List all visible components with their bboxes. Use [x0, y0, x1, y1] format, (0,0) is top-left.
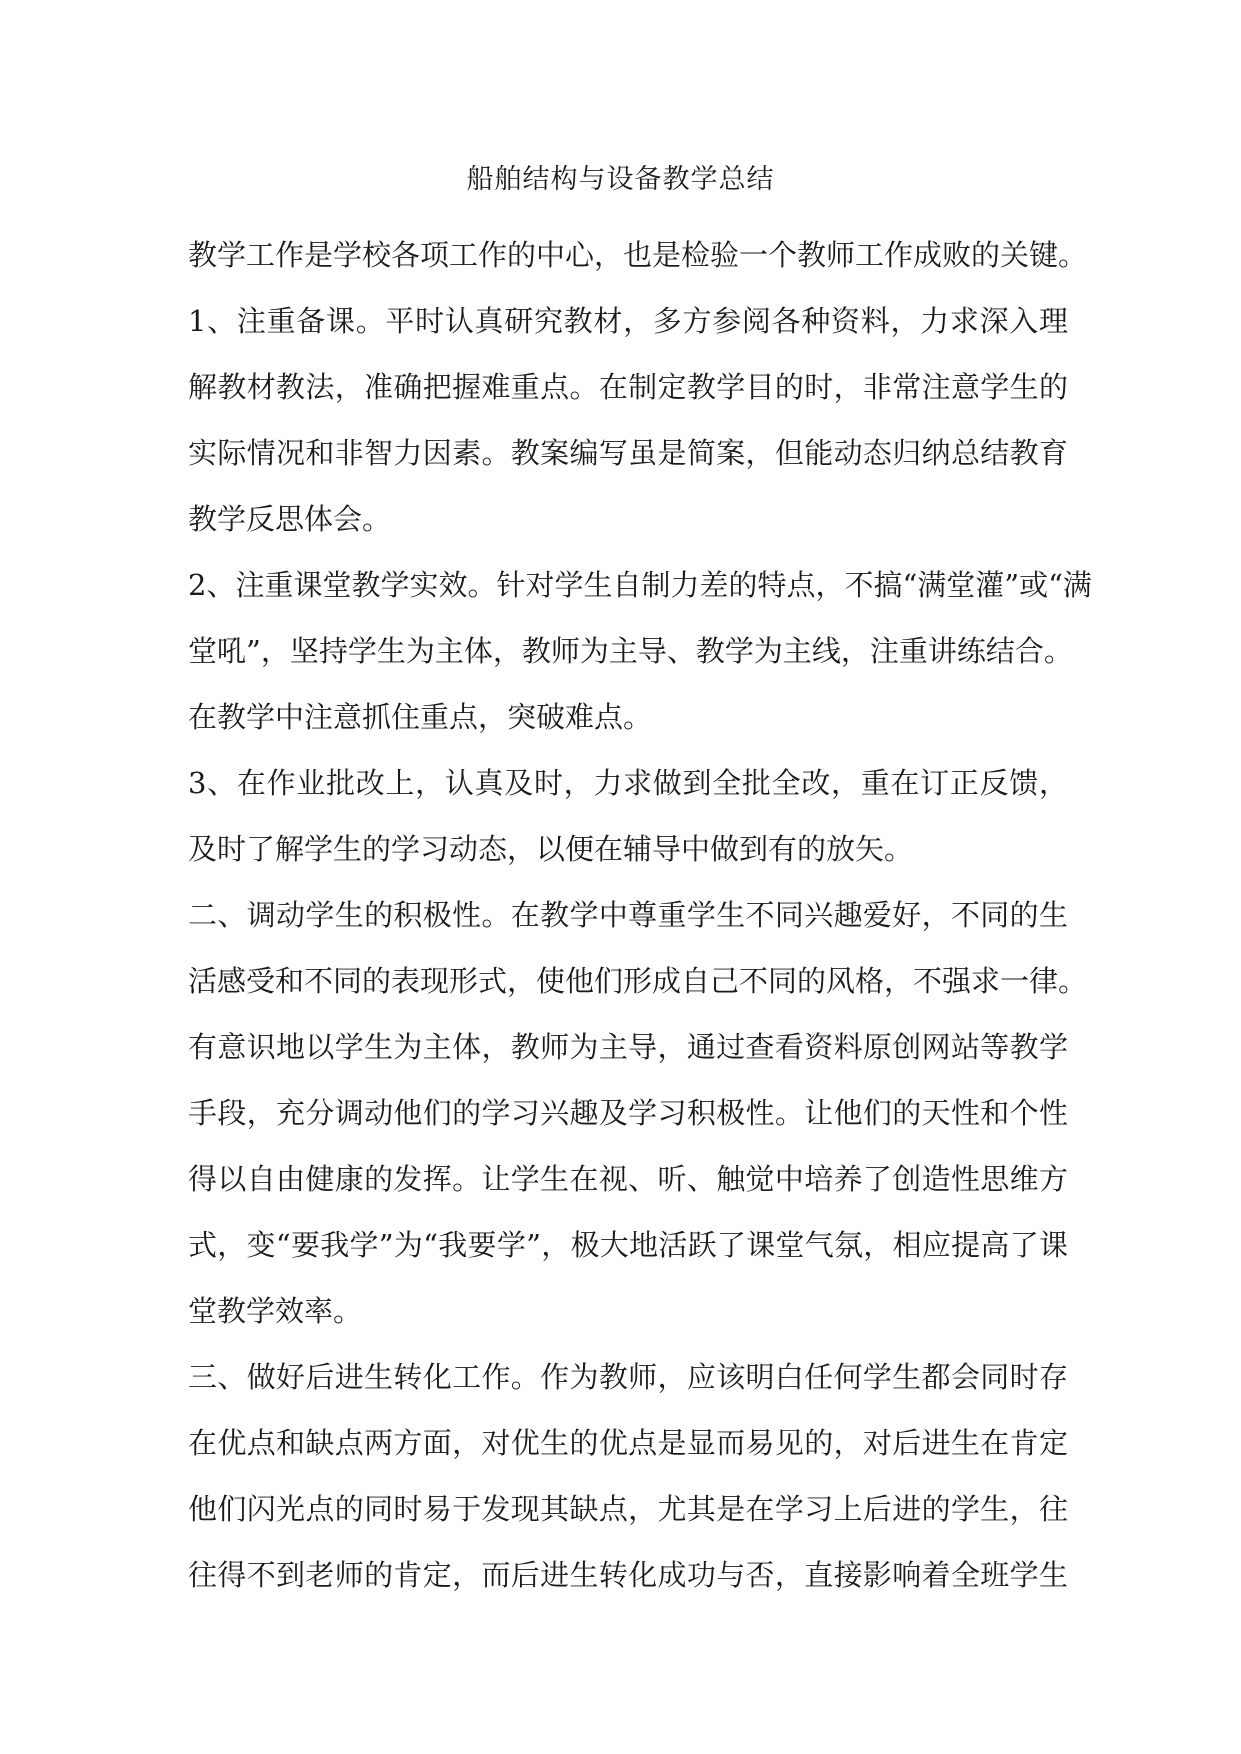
text-line: 往得不到老师的肯定，而后进生转化成功与否，直接影响着全班学生 — [188, 1558, 1068, 1592]
text-line: 活感受和不同的表现形式，使他们形成自己不同的风格，不强求一律。 — [188, 964, 1088, 998]
text-line: 在优点和缺点两方面，对优生的优点是显而易见的，对后进生在肯定 — [188, 1426, 1068, 1460]
text-line: 式，变“要我学”为“我要学”，极大地活跃了课堂气氛，相应提高了课 — [188, 1228, 1068, 1262]
text-line: 堂吼”，坚持学生为主体，教师为主导、教学为主线，注重讲练结合。 — [188, 634, 1073, 668]
text-line: 教学反思体会。 — [188, 502, 392, 536]
text-line: 二、调动学生的积极性。在教学中尊重学生不同兴趣爱好，不同的生 — [188, 898, 1068, 932]
text-line: 2、注重课堂教学实效。针对学生自制力差的特点，不搞“满堂灌”或“满 — [188, 568, 1092, 602]
text-line: 教学工作是学校各项工作的中心，也是检验一个教师工作成败的关键。 — [188, 238, 1088, 272]
text-line: 3、在作业批改上，认真及时，力求做到全批全改，重在订正反馈， — [188, 766, 1068, 800]
text-line: 及时了解学生的学习动态，以便在辅导中做到有的放矢。 — [188, 832, 914, 866]
text-line: 1、注重备课。平时认真研究教材，多方参阅各种资料，力求深入理 — [188, 304, 1068, 338]
text-line: 他们闪光点的同时易于发现其缺点，尤其是在学习上后进的学生，往 — [188, 1492, 1068, 1526]
text-line: 实际情况和非智力因素。教案编写虽是简案，但能动态归纳总结教育 — [188, 436, 1068, 470]
text-line: 三、做好后进生转化工作。作为教师，应该明白任何学生都会同时存 — [188, 1360, 1068, 1394]
text-line: 得以自由健康的发挥。让学生在视、听、触觉中培养了创造性思维方 — [188, 1162, 1068, 1196]
document-title: 船舶结构与设备教学总结 — [466, 164, 775, 195]
text-line: 有意识地以学生为主体，教师为主导，通过查看资料原创网站等教学 — [188, 1030, 1068, 1064]
text-line: 手段，充分调动他们的学习兴趣及学习积极性。让他们的天性和个性 — [188, 1096, 1068, 1130]
document-body — [188, 222, 1092, 1608]
text-line: 在教学中注意抓住重点，突破难点。 — [188, 700, 653, 734]
text-line: 堂教学效率。 — [188, 1294, 363, 1328]
text-line: 解教材教法，准确把握难重点。在制定教学目的时，非常注意学生的 — [188, 370, 1068, 404]
